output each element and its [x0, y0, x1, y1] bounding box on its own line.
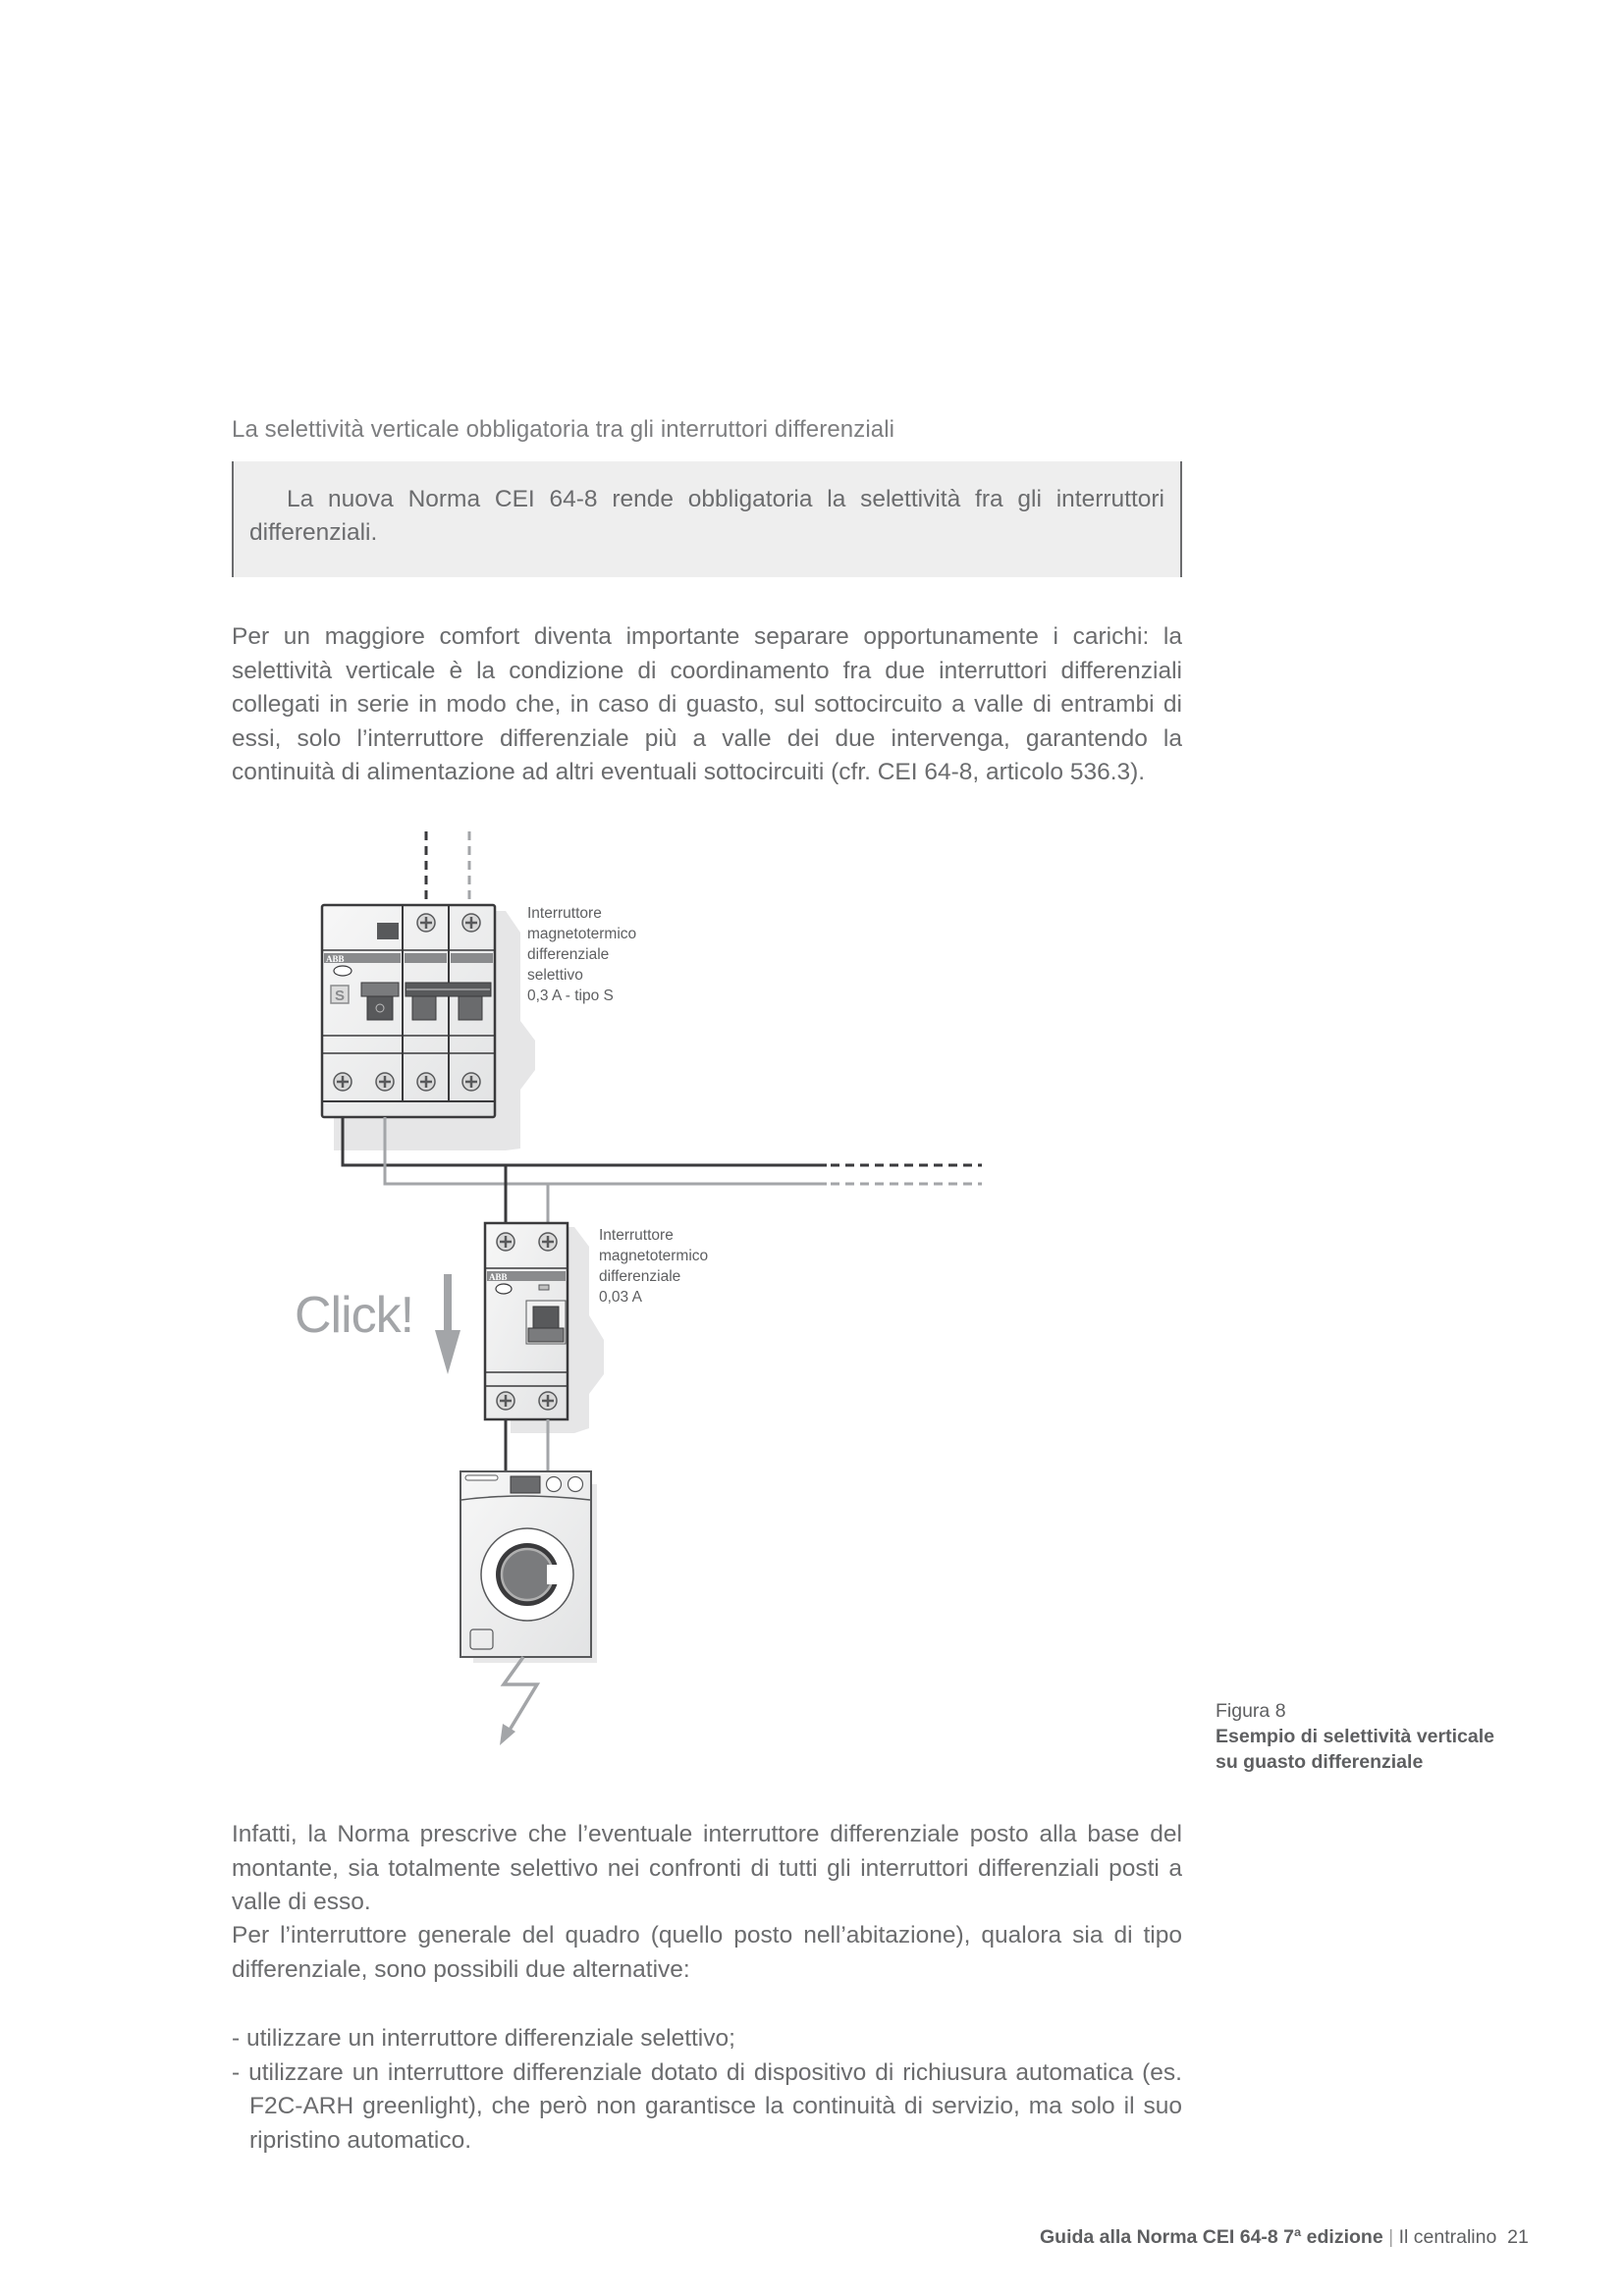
abb-logo-lower: ABB	[489, 1272, 508, 1282]
callout-text: La nuova Norma CEI 64-8 rende obbligatoria la selettività fra gli interruttori differenziali.	[249, 486, 1164, 546]
caption-line: su guasto differenziale	[1216, 1751, 1424, 1773]
page-number: 21	[1507, 2226, 1529, 2248]
lower-breaker	[485, 1223, 604, 1433]
label-line: selettivo	[527, 967, 583, 984]
footer-separator: |	[1388, 2226, 1394, 2248]
paragraph-norma: Infatti, la Norma prescrive che l’eventuale interruttore differenziale posto alla base del montante, sia totalmente selettivo nei confronti di tutti gli interruttori differenziali posti a valle di esso.	[232, 1821, 1182, 1915]
section-heading: La selettività verticale obbligatoria tra gli interruttori differenziali	[232, 416, 895, 443]
upper-breaker-label	[527, 903, 636, 1006]
lightning-bolt-icon	[500, 1657, 537, 1745]
lower-breaker-label	[599, 1225, 708, 1308]
footer-section: Il centralino	[1398, 2226, 1497, 2248]
paragraph-alternatives: Per l’interruttore generale del quadro (quello posto nell’abitazione), qualora sia di tipo differenziale, sono possibili due alternative:	[232, 1922, 1182, 1983]
label-line: 0,03 A	[599, 1289, 642, 1306]
selective-badge: S	[335, 988, 346, 1004]
intro-paragraph: Per un maggiore comfort diventa importante separare opportunamente i carichi: la selettività verticale è la condizione di coordinamento fra due interruttori differenziali collegati in serie in modo che, in caso di guasto, sul sottocircuito a valle di entrambi di essi, solo l’interruttore differenziale più a valle dei due intervenga, garantendo la continuità di alimentazione ad altri eventuali sottocircuiti (cfr. CEI 64-8, articolo 536.3).	[232, 623, 1182, 785]
figure-number: Figura 8	[1216, 1700, 1286, 1722]
footer-title: Guida alla Norma CEI 64-8 7ª edizione	[1040, 2226, 1383, 2248]
label-line: differenziale	[527, 946, 610, 963]
label-line: Interruttore	[599, 1227, 674, 1244]
supply-lines	[426, 831, 469, 905]
abb-logo: ABB	[326, 954, 345, 964]
label-line: magnetotermico	[599, 1248, 709, 1264]
list-item: - utilizzare un interruttore differenziale dotato di dispositivo di richiusura automatica (es. F2C-ARH greenlight), che però non garantisce la continuità di servizio, ma solo il suo ripristino automatico.	[232, 2058, 1182, 2154]
click-text: Click!	[295, 1287, 414, 1344]
label-line: 0,3 A - tipo S	[527, 988, 614, 1004]
label-line: magnetotermico	[527, 926, 637, 942]
washing-machine-icon	[460, 1471, 597, 1663]
trip-arrow-icon	[435, 1274, 460, 1374]
alternatives-list	[232, 2022, 1182, 2158]
upper-breaker	[322, 905, 535, 1150]
figure-caption	[1216, 1698, 1494, 1775]
label-line: Interruttore	[527, 905, 602, 922]
caption-line: Esempio di selettività verticale	[1216, 1726, 1494, 1747]
page-footer	[1040, 2226, 1529, 2249]
test-button-icon	[334, 966, 352, 976]
label-line: differenziale	[599, 1268, 681, 1285]
list-item: - utilizzare un interruttore differenziale selettivo;	[232, 2025, 735, 2052]
test-button-icon	[496, 1284, 512, 1294]
